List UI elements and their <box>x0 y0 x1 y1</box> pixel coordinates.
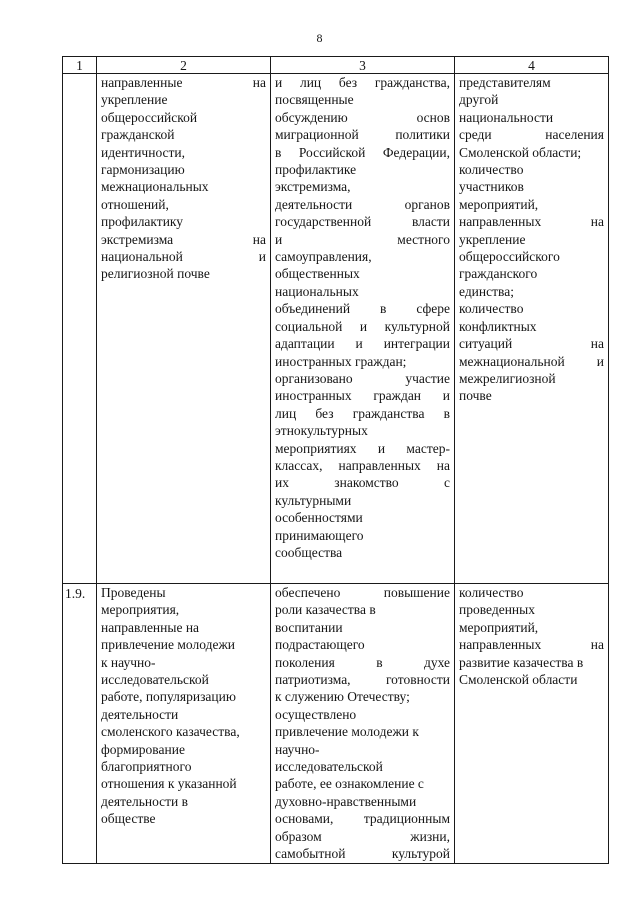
row-number <box>63 74 97 584</box>
text-line: к служению Отечеству; <box>275 689 410 705</box>
text-line: обеспечено повышение <box>275 585 450 600</box>
cell-event-description <box>97 74 271 584</box>
text-line: представителям <box>459 75 551 90</box>
text-line: самобытной культурой <box>275 846 450 862</box>
text-line: миграционной политики <box>275 127 450 143</box>
text-line: среди населения <box>459 127 604 143</box>
text-line: деятельности в <box>101 793 189 809</box>
text-line: направленных на <box>459 637 604 653</box>
text-line: лиц без гражданства в <box>275 405 450 421</box>
text-line: количество <box>459 162 524 178</box>
text-line: национальной и <box>101 249 266 265</box>
text-line: смоленского казачества, <box>101 724 240 740</box>
text-line: межрелигиозной <box>459 370 556 386</box>
text-line: количество <box>459 301 524 317</box>
text-line: гражданского <box>459 266 538 282</box>
text-line: классах, направленных на <box>275 457 450 473</box>
text-line: сообщества <box>275 544 343 560</box>
text-line: привлечение молодежи к <box>275 724 419 740</box>
text-line: принимающего <box>275 527 364 543</box>
text-line: работе, популяризацию <box>101 689 236 705</box>
text-line: профилактике <box>275 162 357 178</box>
cell-event-description <box>97 584 271 864</box>
text-line: духовно-нравственными <box>275 793 417 809</box>
text-line: поколения в духе <box>275 654 450 670</box>
text-line: идентичности, <box>101 144 186 160</box>
text-line: самоуправления, <box>275 249 372 265</box>
text-line: другой <box>459 92 499 108</box>
text-line: и лиц без гражданства, <box>275 75 450 90</box>
text-line: межнациональной и <box>459 353 604 369</box>
text-line: гражданской <box>101 127 175 143</box>
cell-indicators <box>455 584 609 864</box>
text-line: осуществлено <box>275 706 357 722</box>
text-line: организовано участие <box>275 370 450 386</box>
text-line: общественных <box>275 266 360 282</box>
text-line: религиозной почве <box>101 266 210 282</box>
text-line: конфликтных <box>459 318 537 334</box>
text-line: обсуждению основ <box>275 109 450 125</box>
text-line: направленные на <box>101 619 200 635</box>
text-line: мероприятия, <box>101 602 180 618</box>
text-line: укрепление <box>101 92 168 108</box>
header-cell-4: 4 <box>455 57 609 74</box>
text-line: Смоленской области; <box>459 144 582 160</box>
header-cell-2: 2 <box>97 57 271 74</box>
cell-expected-results <box>271 584 455 864</box>
text-line: формирование <box>101 741 185 757</box>
text-line: отношения к указанной <box>101 776 237 792</box>
text-line: научно- <box>275 741 320 757</box>
text-line: количество <box>459 585 524 600</box>
text-line: отношений, <box>101 196 169 212</box>
text-line: проведенных <box>459 602 535 618</box>
text-line: подрастающего <box>275 637 365 653</box>
text-line: развитие казачества в <box>459 654 584 670</box>
text-line: объединений в сфере <box>275 301 450 317</box>
text-line: иностранных граждан и <box>275 388 450 404</box>
text-line: направленных на <box>459 214 604 230</box>
text-line: к научно- <box>101 654 156 670</box>
text-line: мероприятий, <box>459 196 539 212</box>
document-table <box>62 56 609 864</box>
text-line: и местного <box>275 231 450 247</box>
text-line: привлечение молодежи <box>101 637 236 653</box>
text-line: экстремизма, <box>275 179 351 195</box>
text-line: исследовательской <box>275 759 383 775</box>
text-line: деятельности органов <box>275 196 450 212</box>
header-row <box>63 57 609 74</box>
text-line: мероприятий, <box>459 619 539 635</box>
text-line: гармонизацию <box>101 162 185 178</box>
text-line: почве <box>459 388 492 404</box>
text-line: государственной власти <box>275 214 450 230</box>
text-line: участников <box>459 179 524 195</box>
text-line: обществе <box>101 811 156 827</box>
text-line: особенностями <box>275 510 363 526</box>
text-line: роли казачества в <box>275 602 376 618</box>
text-line: воспитании <box>275 619 343 635</box>
text-line: в Российской Федерации, <box>275 144 450 160</box>
table-row <box>63 74 609 584</box>
text-line: Смоленской области <box>459 672 578 688</box>
text-line: иностранных граждан; <box>275 353 407 369</box>
text-line: основами, традиционным <box>275 811 450 827</box>
text-line: их знакомство с <box>275 475 450 491</box>
page-number: 8 <box>316 31 323 45</box>
text-line: национальных <box>275 283 359 299</box>
text-line: направленные на <box>101 75 266 90</box>
text-line: работе, ее ознакомление с <box>275 776 424 792</box>
text-line: ситуаций на <box>459 336 604 352</box>
text-line: укрепление <box>459 231 526 247</box>
text-line: культурными <box>275 492 352 508</box>
text-line: общероссийской <box>101 109 198 125</box>
row-number: 1.9. <box>63 584 97 864</box>
text-line: национальности <box>459 109 554 125</box>
cell-expected-results <box>271 74 455 584</box>
text-line: экстремизма на <box>101 231 266 247</box>
header-cell-1: 1 <box>63 57 97 74</box>
text-line: образом жизни, <box>275 828 450 844</box>
text-line: посвященные <box>275 92 354 108</box>
text-line: мероприятиях и мастер- <box>275 440 450 456</box>
text-line: патриотизма, готовности <box>275 672 450 688</box>
text-line: профилактику <box>101 214 184 230</box>
text-line: деятельности <box>101 706 179 722</box>
text-line: общероссийского <box>459 249 560 265</box>
table-row <box>63 584 609 864</box>
text-line: Проведены <box>101 585 166 600</box>
text-line: этнокультурных <box>275 423 368 439</box>
text-line: межнациональных <box>101 179 209 195</box>
cell-indicators <box>455 74 609 584</box>
text-line: социальной и культурной <box>275 318 450 334</box>
header-cell-3: 3 <box>271 57 455 74</box>
text-line: благоприятного <box>101 759 192 775</box>
text-line: адаптации и интеграции <box>275 336 450 352</box>
text-line: единства; <box>459 283 514 299</box>
text-line: исследовательской <box>101 672 209 688</box>
